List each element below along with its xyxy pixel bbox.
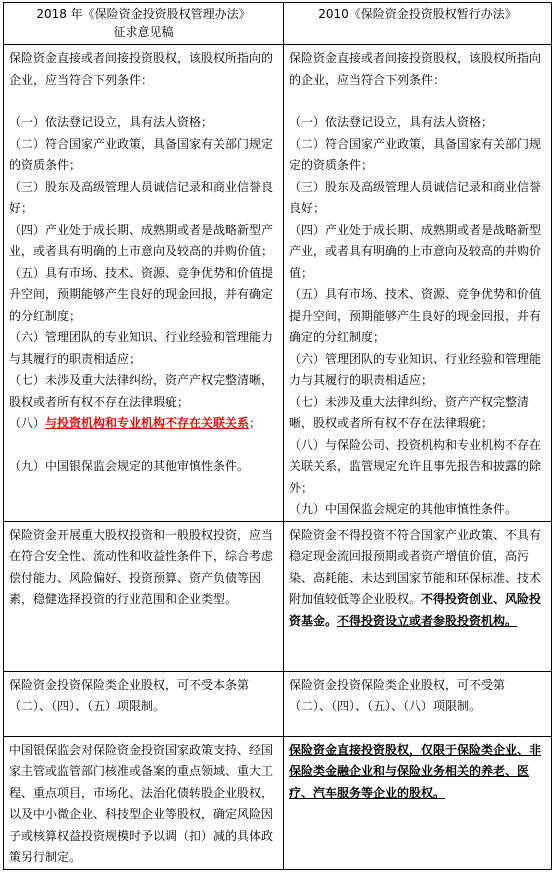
condition-item: （九）中国银保监会规定的其他审慎性条件。 <box>9 458 250 473</box>
condition-item: （九）中国保监会规定的其他审慎性条件。 <box>289 502 518 516</box>
row1-right-cell <box>284 45 552 522</box>
condition-item: （五）具有市场、技术、资源、竞争优势和价值提升空间，预期能够产生良好的现金回报，并有确定的分红制度； <box>9 265 274 323</box>
row1-left-cell <box>4 45 284 522</box>
row3-right-cell <box>284 671 552 736</box>
bold-underlined-prohibition: 不得投资设立或者参股投资机构。 <box>337 613 518 628</box>
table-row <box>4 45 552 522</box>
condition-item: （六）管理团队的专业知识、行业经验和管理能力与其履行的职责相适应； <box>9 330 274 366</box>
condition-item: （五）具有市场、技术、资源、竞争优势和价值提升空间，预期能够产生良好的现金回报，并有确定的分红制度； <box>289 287 542 344</box>
highlighted-new-condition: 与投资机构和专业机构不存在关联关系 <box>45 416 250 430</box>
condition-item: （八）与保险公司、投资机构和专业机构不存在关联关系，监管规定允许且事先报告和披露的除外； <box>289 437 542 495</box>
header-left-title: 2018 年《保险资金投资股权管理办法》 <box>36 7 251 21</box>
industry-scope-text: 保险资金开展重大股权投资和一般股权投资，应当在符合安全性、流动性和收益性条件下，综合考虑偿付能力、风险偏好、投资预算、资产负债等因素，稳健选择投资的行业范围和企业类型。 <box>9 527 274 606</box>
row2-right-cell <box>284 521 552 671</box>
condition-intro: 保险资金直接或者间接投资股权，该股权所指向的企业，应当符合下列条件： <box>289 51 542 87</box>
condition-item: （六）管理团队的专业知识、行业经验和管理能力与其履行的职责相适应； <box>289 351 542 387</box>
condition-item: （二）符合国家产业政策，具备国家有关部门规定的资质条件； <box>9 136 274 172</box>
insurance-exemption-text: 保险资金投资保险类企业股权，可不受本条第（二）、（四）、（五）项限制。 <box>9 677 250 713</box>
prohibition-text: 保险资金不得投资不符合国家产业政策、不具有稳定现金流回报预期或者资产增值价值，高污染、高耗能、未达到国家节能和环保标准、技术附加值较低等企业股权。不得投资创业、风险投资基金。不得投资设立或者参股投资机构。 <box>289 527 542 628</box>
condition-item: （三）股东及高级管理人员诚信记录和商业信誉良好； <box>289 179 542 215</box>
header-right-title: 2010《保险资金投资股权暂行办法》 <box>318 7 517 21</box>
header-left <box>4 3 284 45</box>
row4-right-cell <box>284 736 552 869</box>
condition-item: （二）符合国家产业政策，具备国家有关部门规定的资质条件； <box>289 136 542 172</box>
row4-left-cell <box>4 736 284 869</box>
row3-left-cell <box>4 671 284 736</box>
condition-item: （四）产业处于成长期、成熟期或者是战略新型产业，或者具有明确的上市意向及较高的并购价值； <box>9 222 274 258</box>
row2-left-cell <box>4 521 284 671</box>
condition-item: （七）未涉及重大法律纠纷，资产产权完整清晰，股权或者所有权不存在法律瑕疵； <box>289 394 530 430</box>
policy-support-text: 中国银保监会对保险资金投资国家政策支持、经国家主管或监管部门核准或备案的重点领域、重大工程、重点项目，市场化、法治化债转股企业股权，以及中小微企业、科技型企业等股权，确定风险因子或核算权益投资规模时予以调（扣）减的具体政策另行制定。 <box>9 742 274 864</box>
header-right <box>284 3 552 45</box>
condition-item: （四）产业处于成长期、成熟期或者是战略新型产业，或者具有明确的上市意向及较高的并购价值； <box>289 222 542 280</box>
table-row <box>4 521 552 671</box>
table-row <box>4 736 552 869</box>
condition-item: （三）股东及高级管理人员诚信记录和商业信誉良好； <box>9 179 274 215</box>
header-row <box>4 3 552 45</box>
direct-investment-scope-text: 保险资金直接投资股权，仅限于保险类企业、非保险类金融企业和与保险业务相关的养老、医疗、汽车服务等企业的股权。 <box>289 742 542 800</box>
condition-intro: 保险资金直接或者间接投资股权，该股权所指向的企业，应当符合下列条件： <box>9 51 274 87</box>
condition-item: （七）未涉及重大法律纠纷，资产产权完整清晰，股权或者所有权不存在法律瑕疵； <box>9 373 274 409</box>
header-left-subtitle: 征求意见稿 <box>113 25 174 39</box>
table-row <box>4 671 552 736</box>
condition-item-eight: （八）与投资机构和专业机构不存在关联关系； <box>9 416 262 430</box>
condition-item: （一）依法登记设立，具有法人资格； <box>9 115 214 129</box>
bold-prohibition: 不得投资创业、风险投资基金。 <box>289 592 542 628</box>
insurance-exemption-text: 保险资金投资保险类企业股权，可不受第（二）、（四）、（五）、（八）项限制。 <box>289 677 506 713</box>
condition-item: （一）依法登记设立，具有法人资格； <box>289 115 494 129</box>
comparison-table <box>3 2 552 870</box>
